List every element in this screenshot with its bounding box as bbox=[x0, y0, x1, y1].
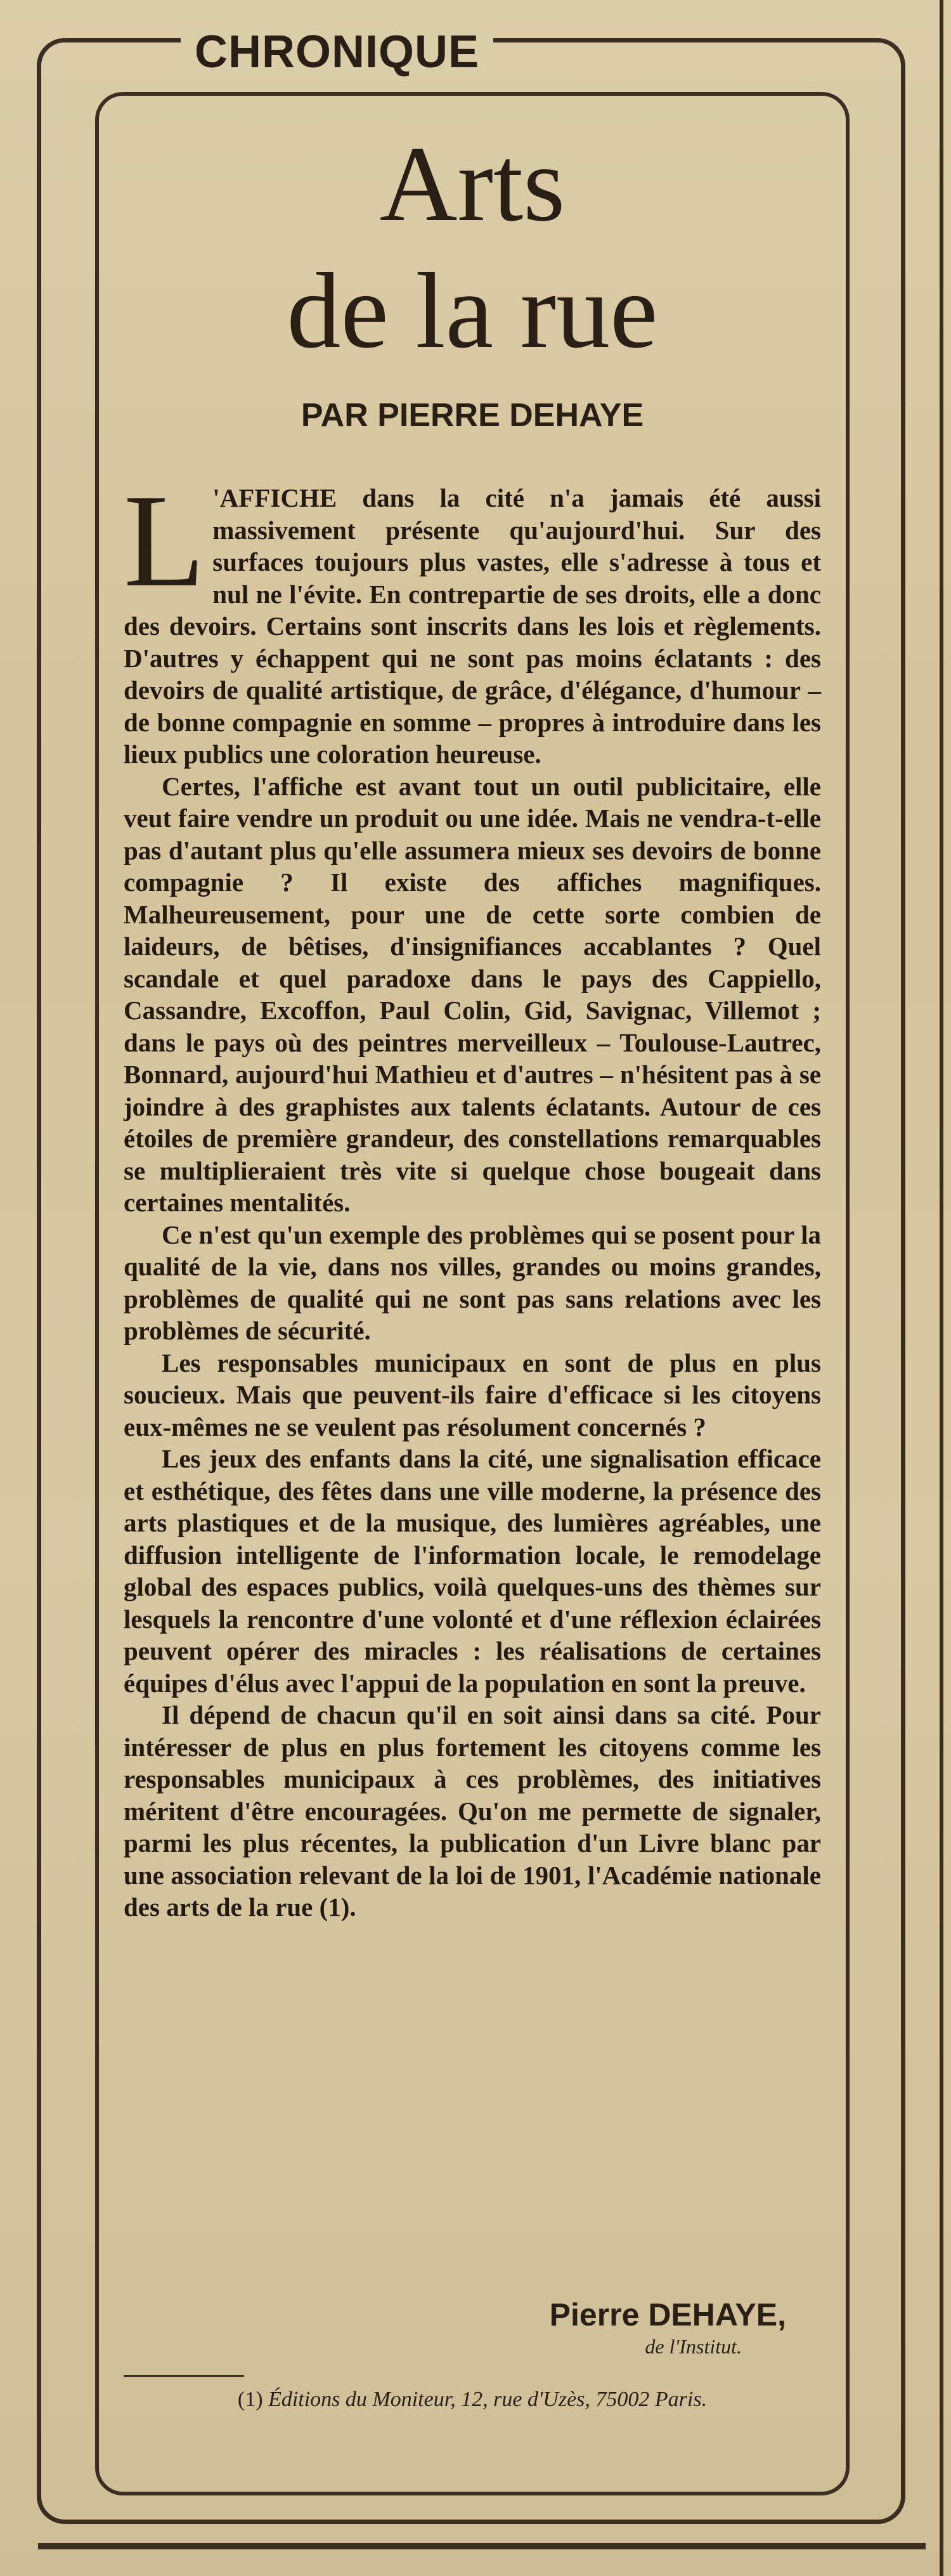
paragraph: Les jeux des enfants dans la cité, une signalisation efficace et esthétique, des fêtes dans une ville moderne, la présence des arts plastiques et de la musique, des lumières agréables, une diffusion intelligente de l'information locale, le remodelage global des espaces publics, voilà quelques-uns des thèmes sur lesquels la rencontre d'une volonté et d'une réflexion éclairées peuvent opérer des miracles : les réalisations de certaines équipes d'élus avec l'appui de la population en sont la preuve. bbox=[124, 1444, 821, 1698]
byline: PAR PIERRE DEHAYE bbox=[301, 397, 644, 434]
section-label: CHRONIQUE bbox=[181, 29, 493, 75]
footnote-marker: (1) bbox=[237, 2388, 263, 2411]
author-name: Pierre DEHAYE, bbox=[549, 2297, 786, 2332]
footnote-rule bbox=[124, 2375, 244, 2377]
paragraph bbox=[124, 467, 821, 771]
footnote-text: Éditions du Moniteur, 12, rue d'Uzès, 75002 Paris. bbox=[268, 2388, 708, 2411]
title-line-2: de la rue bbox=[287, 251, 658, 370]
drop-cap: L bbox=[124, 467, 205, 615]
footnote bbox=[124, 2388, 821, 2412]
bottom-rule bbox=[38, 2543, 926, 2549]
paragraph: Ce n'est qu'un exemple des problèmes qui se posent pour la qualité de la vie, dans nos villes, grandes ou moins grandes, problèmes de qualité qui ne sont pas sans relations avec les problèmes de sécurité. bbox=[124, 1220, 821, 1345]
paragraph: Les responsables municipaux en sont de plus en plus soucieux. Mais que peuvent-ils faire d'efficace si les citoyens eux-mêmes ne se veulent pas résolument concernés ? bbox=[124, 1348, 821, 1441]
article-body bbox=[124, 467, 821, 1923]
paragraph: Il dépend de chacun qu'il en soit ainsi dans sa cité. Pour intéresser de plus en plus fortement les citoyens comme les responsables municipaux à ces problèmes, des initiatives méritent d'être encouragées. Qu'on me permette de signaler, parmi les plus récentes, la publication d'un Livre blanc par une association relevant de la loi de 1901, l'Académie nationale des arts de la rue (1). bbox=[124, 1700, 821, 1922]
author-title: de l'Institut. bbox=[645, 2335, 742, 2358]
title-line-1: Arts bbox=[379, 124, 566, 244]
paragraph: Certes, l'affiche est avant tout un outil publicitaire, elle veut faire vendre un produit ou une idée. Mais ne vendra-t-elle pas d'autant plus qu'elle assumera mieux ses devoirs de bonne compagnie ? Il existe des affiches magnifiques. Malheureusement, pour une de cette sorte combien de laideurs, de bêtises, d'insignifiances accablantes ? Quel scandale et quel paradoxe dans le pays des Cappiello, Cassandre, Excoffon, Paul Colin, Gid, Savignac, Villemot ; dans le pays où des peintres merveilleux – Toulouse-Lautrec, Bonnard, aujourd'hui Mathieu et d'autres – n'hésitent pas à se joindre à des graphistes aux talents éclatants. Autour de ces étoiles de première grandeur, des constellations remarquables se multiplieraient très vite si quelque chose bougeait dans certaines mentalités. bbox=[124, 771, 821, 1217]
paragraph-text: 'AFFICHE dans la cité n'a jamais été aussi massivement présente qu'aujourd'hui. Sur des surfaces toujours plus vastes, elle s'adresse à tous et nul ne l'évite. En contrepartie de ses droits, elle a donc des devoirs. Certains sont inscrits dans les lois et règlements. D'autres y échappent qui ne sont pas moins éclatants : des devoirs de qualité artistique, de grâce, d'élégance, d'humour – de bonne compagnie en somme – propres à introduire dans les lieux publics une coloration heureuse. bbox=[124, 483, 821, 769]
signature-block bbox=[550, 2296, 786, 2359]
article-title bbox=[95, 120, 850, 374]
column-rule bbox=[940, 0, 943, 2576]
